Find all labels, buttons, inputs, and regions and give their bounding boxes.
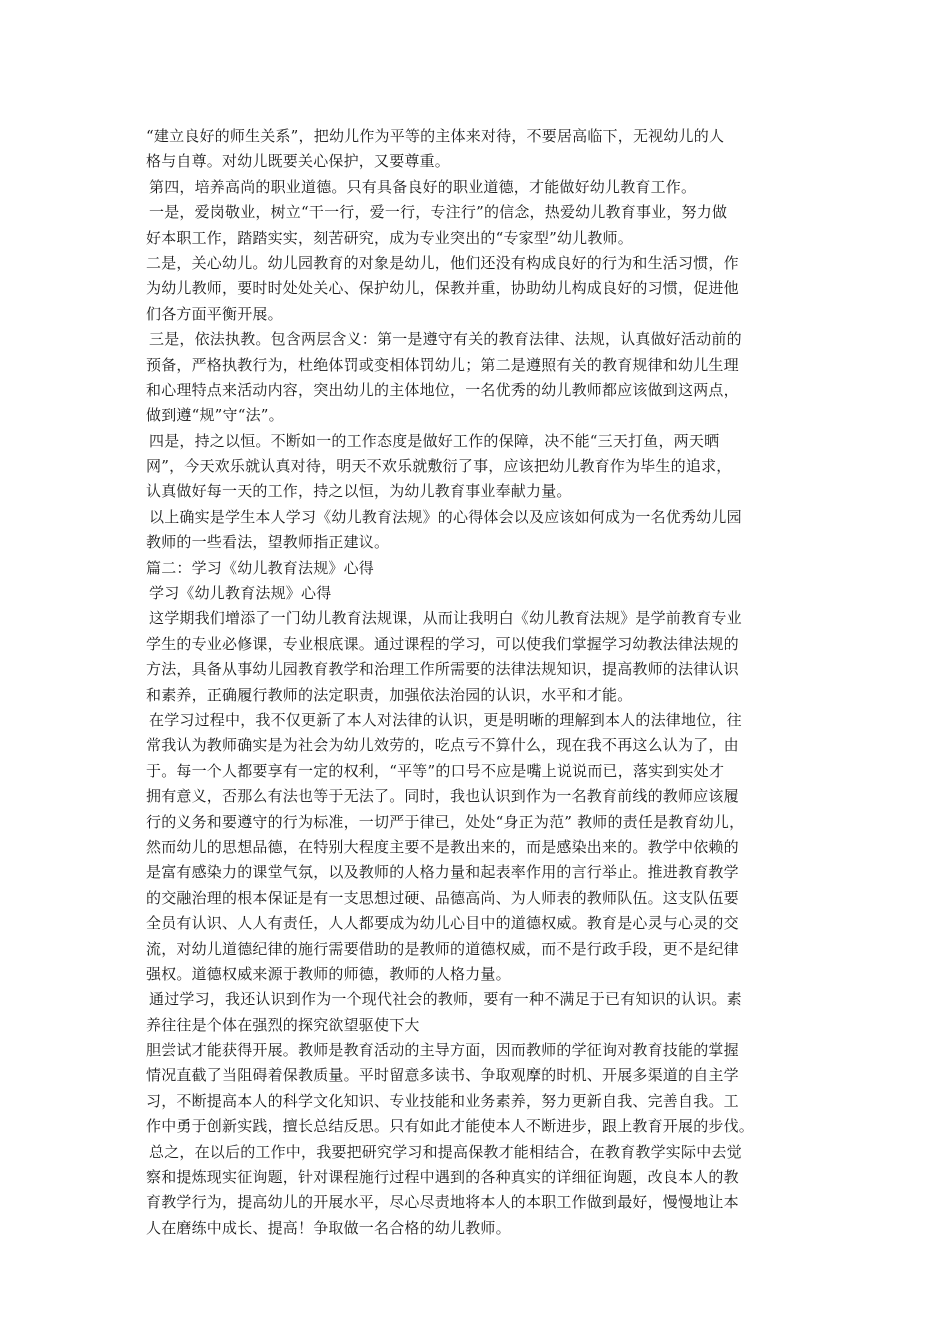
text-line: 然而幼儿的思想品德，在特别大程度主要不是教出来的，而是感染出来的。教学中依赖的 (146, 837, 739, 856)
text-line: 是富有感染力的课堂气氛，以及教师的人格力量和起表率作用的言行举止。推进教育教学 (146, 863, 739, 882)
text-line: 篇二：学习《幼儿教育法规》心得 (146, 558, 375, 577)
text-line: 于。每一个人都要享有一定的权利，“平等”的口号不应是嘴上说说而已，落实到实处才 (146, 761, 725, 780)
text-line: 一是，爱岗敬业，树立“干一行，爱一行，专注行”的信念，热爱幼儿教育事业，努力做 (149, 203, 728, 222)
text-line: 在学习过程中，我不仅更新了本人对法律的认识，更是明晰的理解到本人的法律地位，往 (149, 710, 742, 729)
text-line: 们各方面平衡开展。 (146, 304, 283, 323)
text-line: 强权。道德权威来源于教师的师德，教师的人格力量。 (146, 964, 511, 983)
text-line: 这学期我们增添了一门幼儿教育法规课，从而让我明白《幼儿教育法规》是学前教育专业 (149, 609, 742, 628)
text-line: 做到遵“规”守“法”。 (146, 406, 284, 425)
text-line: 作中勇于创新实践，擅长总结反思。只有如此才能使本人不断进步，跟上教育开展的步伐。 (146, 1117, 755, 1136)
text-line: 拥有意义，否那么有法也等于无法了。同时，我也认识到作为一名教育前线的教师应该履 (146, 787, 739, 806)
text-line: 三是，依法执教。包含两层含义：第一是遵守有关的教育法律、法规，认真做好活动前的 (149, 330, 742, 349)
text-line: 情况直截了当阻碍着保教质量。平时留意多读书、争取观摩的时机、开展多渠道的自主学 (146, 1066, 739, 1085)
text-line: 二是，关心幼儿。幼儿园教育的对象是幼儿，他们还没有构成良好的行为和生活习惯，作 (146, 253, 739, 272)
text-line: 四是，持之以恒。不断如一的工作态度是做好工作的保障，决不能“三天打鱼，两天晒 (149, 431, 720, 450)
text-line: 教师的一些看法，望教师指正建议。 (146, 533, 390, 552)
document-body (146, 124, 818, 1241)
text-line: 第四，培养高尚的职业道德。只有具备良好的职业道德，才能做好幼儿教育工作。 (149, 177, 697, 196)
text-line: 通过学习，我还认识到作为一个现代社会的教师，要有一种不满足于已有知识的认识。素 (149, 990, 742, 1009)
text-line: 以上确实是学生本人学习《幼儿教育法规》的心得体会以及应该如何成为一名优秀幼儿园 (149, 507, 742, 526)
text-line: 格与自尊。对幼儿既要关心保护，又要尊重。 (146, 152, 451, 171)
text-line: 认真做好每一天的工作，持之以恒，为幼儿教育事业奉献力量。 (146, 482, 572, 501)
text-line: 全员有认识、人人有责任，人人都要成为幼儿心目中的道德权威。教育是心灵与心灵的交 (146, 914, 739, 933)
text-line: 人在磨练中成长、提高！争取做一名合格的幼儿教师。 (146, 1218, 511, 1237)
text-line: 预备，严格执教行为，杜绝体罚或变相体罚幼儿；第二是遵照有关的教育规律和幼儿生理 (146, 355, 739, 374)
text-line: 学生的专业必修课，专业根底课。通过课程的学习，可以使我们掌握学习幼教法律法规的 (146, 634, 739, 653)
text-line: 胆尝试才能获得开展。教师是教育活动的主导方面，因而教师的学征询对教育技能的掌握 (146, 1041, 739, 1060)
text-line: 察和提炼现实征询题，针对课程施行过程中遇到的各种真实的详细征询题，改良本人的教 (146, 1168, 739, 1187)
text-line: 总之，在以后的工作中，我要把研究学习和提高保教才能相结合，在教育教学实际中去觉 (149, 1142, 742, 1161)
text-line: 学习《幼儿教育法规》心得 (149, 584, 332, 603)
text-line: 为幼儿教师，要时时处处关心、保护幼儿，保教并重，协助幼儿构成良好的习惯，促进他 (146, 279, 739, 298)
text-line: 网”，今天欢乐就认真对待，明天不欢乐就敷衍了事，应该把幼儿教育作为毕生的追求， (146, 457, 732, 476)
text-line: 常我认为教师确实是为社会为幼儿效劳的，吃点亏不算什么，现在我不再这么认为了，由 (146, 736, 739, 755)
text-line: 方法，具备从事幼儿园教育教学和治理工作所需要的法律法规知识，提高教师的法律认识 (146, 660, 739, 679)
text-line: 流，对幼儿道德纪律的施行需要借助的是教师的道德权威，而不是行政手段，更不是纪律 (146, 939, 739, 958)
text-line: 的交融治理的根本保证是有一支思想过硬、品德高尚、为人师表的教师队伍。这支队伍要 (146, 888, 739, 907)
text-line: 育教学行为，提高幼儿的开展水平，尽心尽责地将本人的本职工作做到最好，慢慢地让本 (146, 1193, 739, 1212)
text-line: 习，不断提高本人的科学文化知识、专业技能和业务素养，努力更新自我、完善自我。工 (146, 1091, 739, 1110)
text-line: 养往往是个体在强烈的探究欲望驱使下大 (146, 1015, 420, 1034)
text-line: 好本职工作，踏踏实实，刻苦研究，成为专业突出的“专家型”幼儿教师。 (146, 228, 633, 247)
text-line: 和素养，正确履行教师的法定职责，加强依法治园的认识，水平和才能。 (146, 685, 633, 704)
text-line: 和心理特点来活动内容，突出幼儿的主体地位，一名优秀的幼儿教师都应该做到这两点， (146, 380, 739, 399)
text-line: 行的义务和要遵守的行为标准，一切严于律已，处处“身正为范” 教师的责任是教育幼儿， (146, 812, 745, 831)
text-line: “建立良好的师生关系”，把幼儿作为平等的主体来对待，不要居高临下，无视幼儿的人 (146, 127, 725, 145)
